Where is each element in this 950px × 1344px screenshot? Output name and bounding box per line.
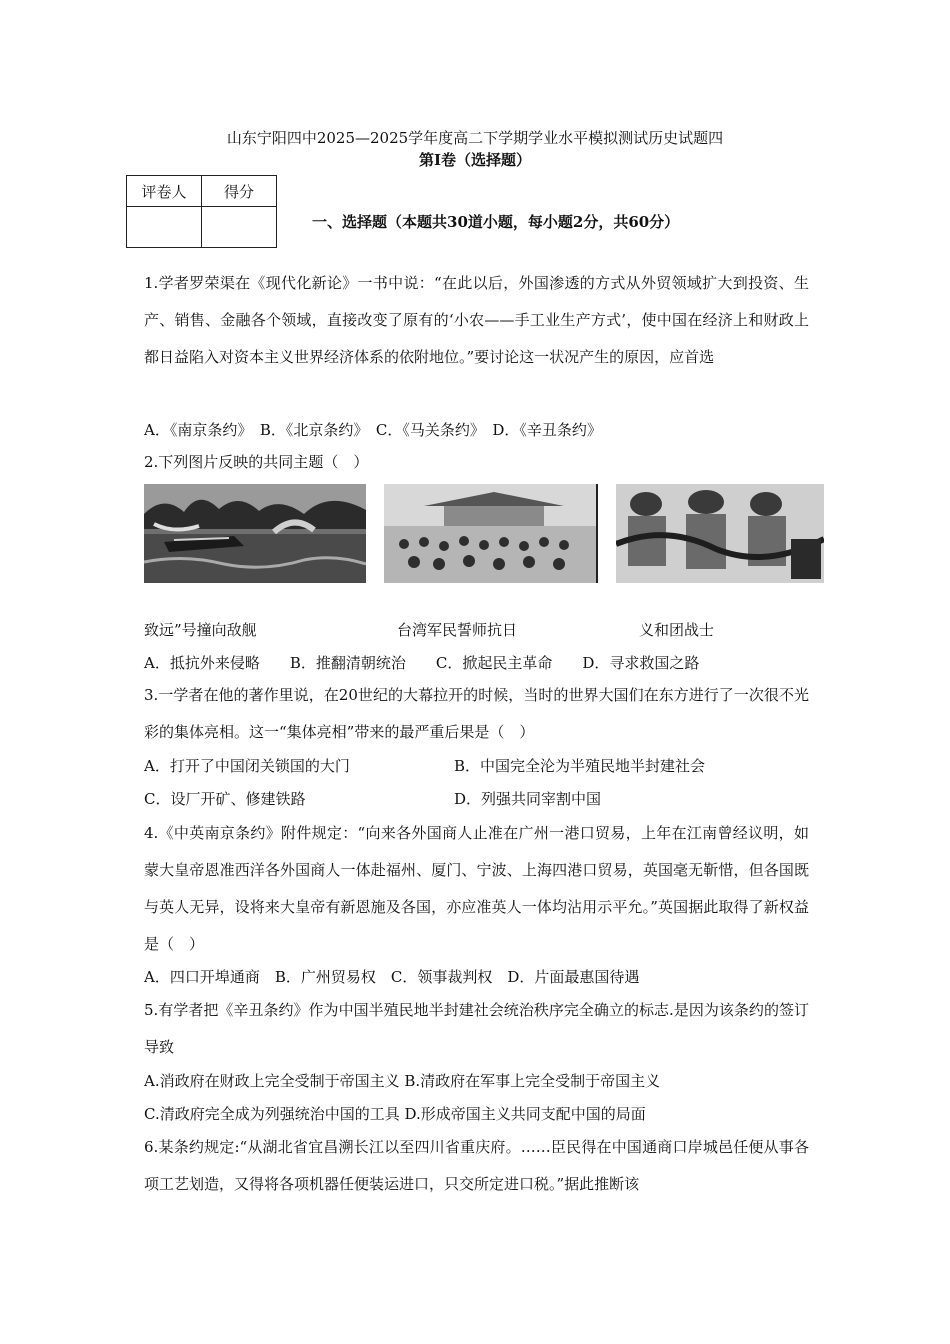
question-5-options-row1: A.消政府在财政上完全受制于帝国主义 B.清政府在军事上完全受制于帝国主义	[144, 1072, 661, 1090]
question-3	[144, 677, 809, 751]
taiwan-rally-photo	[384, 484, 598, 583]
question-6	[144, 1129, 809, 1203]
question-4	[144, 815, 809, 963]
question-3-option-d: D．列强共同宰割中国	[454, 790, 602, 808]
question-3-option-c: C．设厂开矿、修建铁路	[144, 790, 306, 808]
page-title: 山东宁阳四中2025—2025学年度高二下学期学业水平模拟测试历史试题四	[226, 129, 724, 147]
caption-taiwan: 台湾军民誓师抗日	[397, 621, 518, 639]
question-3-option-a: A．打开了中国闭关锁国的大门	[144, 757, 350, 775]
question-1-stem: 1.学者罗荣渠在《现代化新论》一书中说：“在此以后，外国渗透的方式从外贸领域扩大到投资、生产、销售、金融各个领域，直接改变了原有的‘小农——手工业生产方式’，使中国在经济上和财政上都日益陷入对资本主义世界经济体系的依附地位。”要讨论这一状况产生的原因，应首选	[144, 274, 809, 366]
question-4-stem: 4.《中英南京条约》附件规定：“向来各外国商人止准在广州一港口贸易，上年在江南曾经议明，如蒙大皇帝恩准西洋各外国商人一体赴福州、厦门、宁波、上海四港口贸易，英国毫无靳惜，但各国既与英人无异，设将来大皇帝有新恩施及各国，亦应准英人一体均沾用示平允。”英国据此取得了新权益是（ ）	[144, 824, 809, 953]
boxer-fighters-photo	[616, 484, 824, 583]
question-5-options-row2: C.清政府完全成为列强统治中国的工具 D.形成帝国主义共同支配中国的局面	[144, 1105, 646, 1123]
score-table	[126, 175, 277, 248]
question-1	[144, 265, 809, 376]
question-3-stem: 3.一学者在他的著作里说，在20世纪的大幕拉开的时候，当时的世界大国们在东方进行了一次很不光彩的集体亮相。这一“集体亮相”带来的最严重后果是（ ）	[144, 686, 809, 741]
question-6-stem: 6.某条约规定:“从湖北省宜昌溯长江以至四川省重庆府。……臣民得在中国通商口岸城邑任便从事各项工艺划造，又得将各项机器任便装运进口，只交所定进口税。”据此推断该	[144, 1138, 809, 1193]
question-2-stem: 2.下列图片反映的共同主题（ ）	[144, 453, 369, 471]
question-5-stem: 5.有学者把《辛丑条约》作为中国半殖民地半封建社会统治秩序完全确立的标志.是因为该条约的签订导致	[144, 1001, 809, 1056]
question-5	[144, 992, 809, 1066]
score-header: 得分	[202, 176, 277, 207]
caption-boxer: 义和团战士	[639, 621, 715, 639]
question-2-options: A．抵抗外来侵略 B．推翻清朝统治 C．掀起民主革命 D．寻求救国之路	[144, 654, 700, 672]
question-3-option-b: B．中国完全沦为半殖民地半封建社会	[454, 757, 706, 775]
grader-cell	[127, 207, 202, 248]
volume-title: 第Ⅰ卷（选择题）	[418, 151, 532, 169]
caption-zhiyuan: 致远”号撞向敌舰	[144, 621, 257, 639]
zhiyuan-photo	[144, 484, 366, 583]
section-heading: 一、选择题（本题共30道小题，每小题2分，共60分）	[312, 213, 680, 231]
question-3-options-row1	[144, 756, 809, 776]
question-1-options: A．《南京条约》 B．《北京条约》 C．《马关条约》 D．《辛丑条约》	[144, 421, 602, 439]
question-3-options-row2	[144, 789, 809, 809]
question-4-options: A．四口开埠通商 B．广州贸易权 C．领事裁判权 D．片面最惠国待遇	[144, 968, 640, 986]
score-cell	[202, 207, 277, 248]
grader-header: 评卷人	[127, 176, 202, 207]
